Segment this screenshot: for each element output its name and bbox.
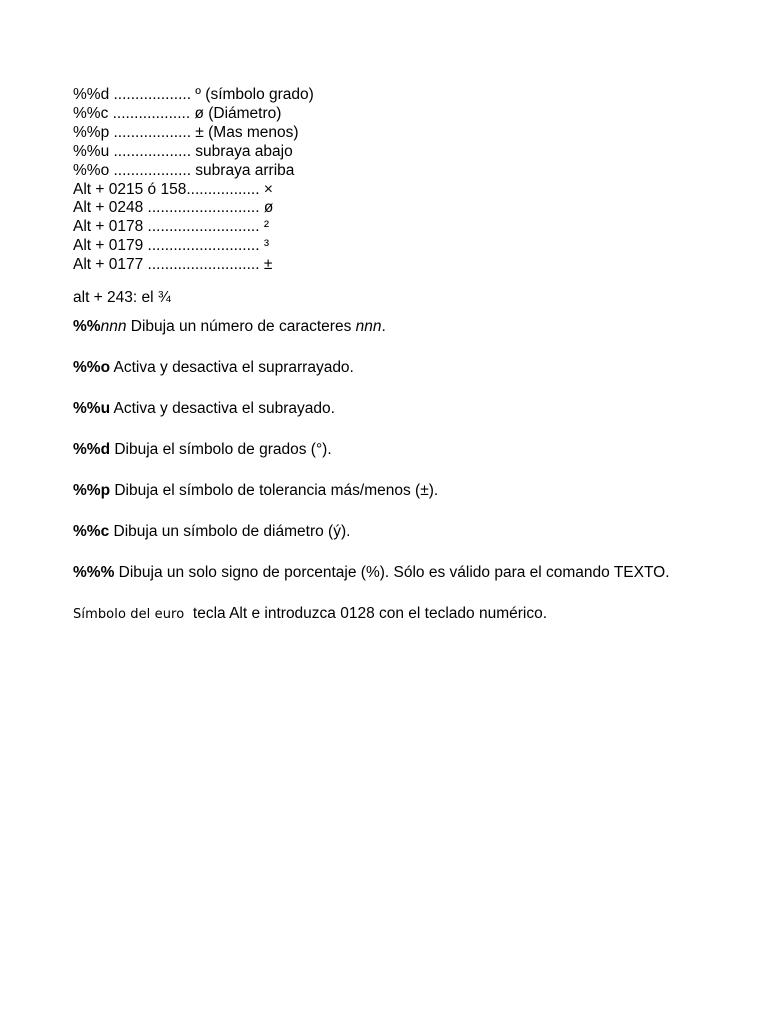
code-description: Activa y desactiva el subrayado.	[110, 400, 335, 417]
code-description: Dibuja un número de caracteres	[126, 318, 356, 335]
code-item-nnn	[73, 317, 763, 336]
shortcut-line: %%u .................. subraya abajo	[73, 142, 293, 160]
code-prefix	[73, 318, 126, 335]
code-item-plusminus	[73, 481, 763, 500]
shortcut-line: %%o .................. subraya arriba	[73, 161, 295, 179]
code-prefix: %%d	[73, 441, 111, 458]
code-description-end: .	[381, 318, 386, 335]
code-description: Dibuja un símbolo de diámetro (ý).	[109, 523, 351, 540]
code-prefix: %%o	[73, 359, 111, 376]
code-prefix: %%u	[73, 400, 111, 417]
code-description: Dibuja el símbolo de grados (°).	[110, 441, 332, 458]
shortcut-line: Alt + 0179 .......................... ³	[73, 237, 269, 255]
code-item-percent	[73, 563, 763, 582]
code-prefix: %%p	[73, 482, 111, 499]
shortcut-line: Alt + 0177 .......................... ±	[73, 256, 273, 274]
shortcut-list	[73, 86, 673, 275]
code-item-overline	[73, 358, 763, 377]
shortcut-line: Alt + 0248 .......................... ø	[73, 199, 274, 217]
code-description: Dibuja el símbolo de tolerancia más/menos (±).	[110, 482, 439, 499]
code-list	[73, 317, 763, 604]
code-item-underline	[73, 399, 763, 418]
shortcut-line: Alt + 0178 .......................... ²	[73, 218, 269, 236]
euro-note	[73, 604, 547, 625]
shortcut-line: %%c .................. ø (Diámetro)	[73, 104, 282, 122]
euro-label: Símbolo del euro	[73, 607, 185, 622]
euro-text: tecla Alt e introduzca 0128 con el teclado numérico.	[184, 605, 548, 622]
code-description-italic: nnn	[355, 318, 382, 335]
code-prefix-text: %%	[73, 318, 101, 335]
shortcut-line: Alt + 0215 ó 158................. ×	[73, 180, 273, 198]
alt-note: alt + 243: el ¾	[73, 289, 171, 306]
code-prefix: %%%	[73, 564, 115, 581]
shortcut-line: %%d .................. º (símbolo grado)	[73, 86, 314, 103]
code-description: Activa y desactiva el suprarrayado.	[110, 359, 354, 376]
code-prefix-italic: nnn	[100, 318, 127, 335]
code-item-diameter	[73, 522, 763, 541]
code-prefix: %%c	[73, 523, 110, 540]
code-description: Dibuja un solo signo de porcentaje (%). Sólo es válido para el comando TEXTO.	[114, 564, 670, 581]
shortcut-line: %%p .................. ± (Mas menos)	[73, 123, 299, 141]
code-item-degree	[73, 440, 763, 459]
